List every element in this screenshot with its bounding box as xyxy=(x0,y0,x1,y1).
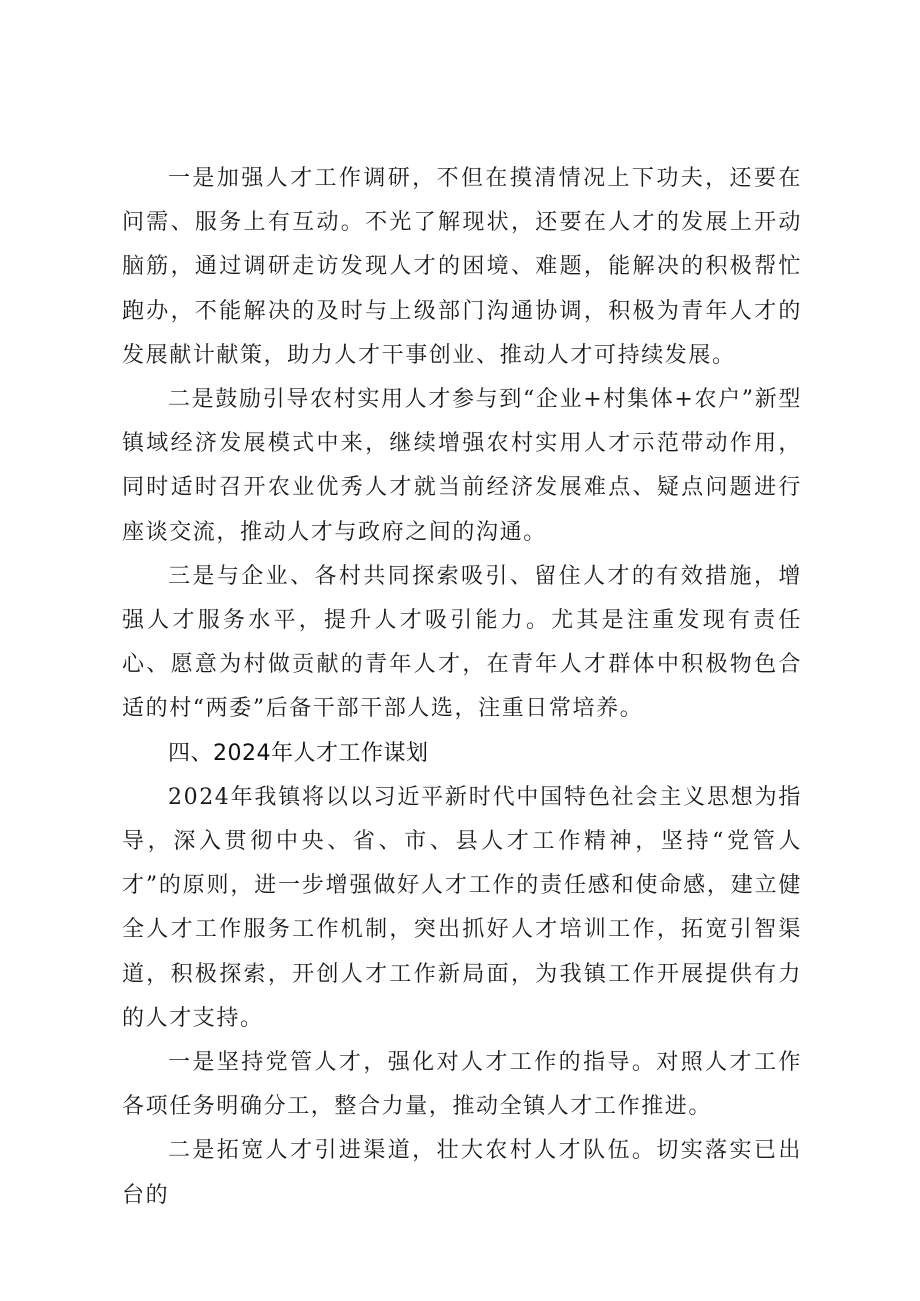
section-heading: 四、2024年人才工作谋划 xyxy=(168,740,429,766)
paragraph-retain-talent: 三是与企业、各村共同探索吸引、留住人才的有效措施，增强人才服务水平，提升人才吸引能力。尤其是注重发现有责任心、愿意为村做贡献的青年人才，在青年人才群体中积极物色合适的村“两委”后备干部干部人选，注重日常培养。 xyxy=(122,563,802,722)
document-body xyxy=(122,157,802,1218)
paragraph-2024-plan: 2024年我镇将以以习近平新时代中国特色社会主义思想为指导，深入贯彻中央、省、市、县人才工作精神，坚持“党管人才”的原则，进一步增强做好人才工作的责任感和使命感，建立健全人才工作服务工作机制，突出抓好人才培训工作，拓宽引智渠道，积极探索，开创人才工作新局面，为我镇工作开展提供有力的人才支持。 xyxy=(122,784,802,1031)
paragraph-research: 一是加强人才工作调研，不但在摸清情况上下功夫，还要在问需、服务上有互动。不光了解现状，还要在人才的发展上开动脑筋，通过调研走访发现人才的困境、难题，能解决的积极帮忙跑办，不能解决的及时与上级部门沟通协调，积极为青年人才的发展献计献策，助力人才干事创业、推动人才可持续发展。 xyxy=(122,166,802,368)
paragraph-broaden-channels: 二是拓宽人才引进渠道，壮大农村人才队伍。切实落实已出台的 xyxy=(122,1138,802,1208)
paragraph-rural-talent: 二是鼓励引导农村实用人才参与到“企业+村集体+农户”新型镇域经济发展模式中来，继续增强农村实用人才示范带动作用，同时适时召开农业优秀人才就当前经济发展难点、疑点问题进行座谈交流，推动人才与政府之间的沟通。 xyxy=(122,387,802,545)
paragraph-party-leadership: 一是坚持党管人才，强化对人才工作的指导。对照人才工作各项任务明确分工，整合力量，推动全镇人才工作推进。 xyxy=(122,1050,802,1120)
